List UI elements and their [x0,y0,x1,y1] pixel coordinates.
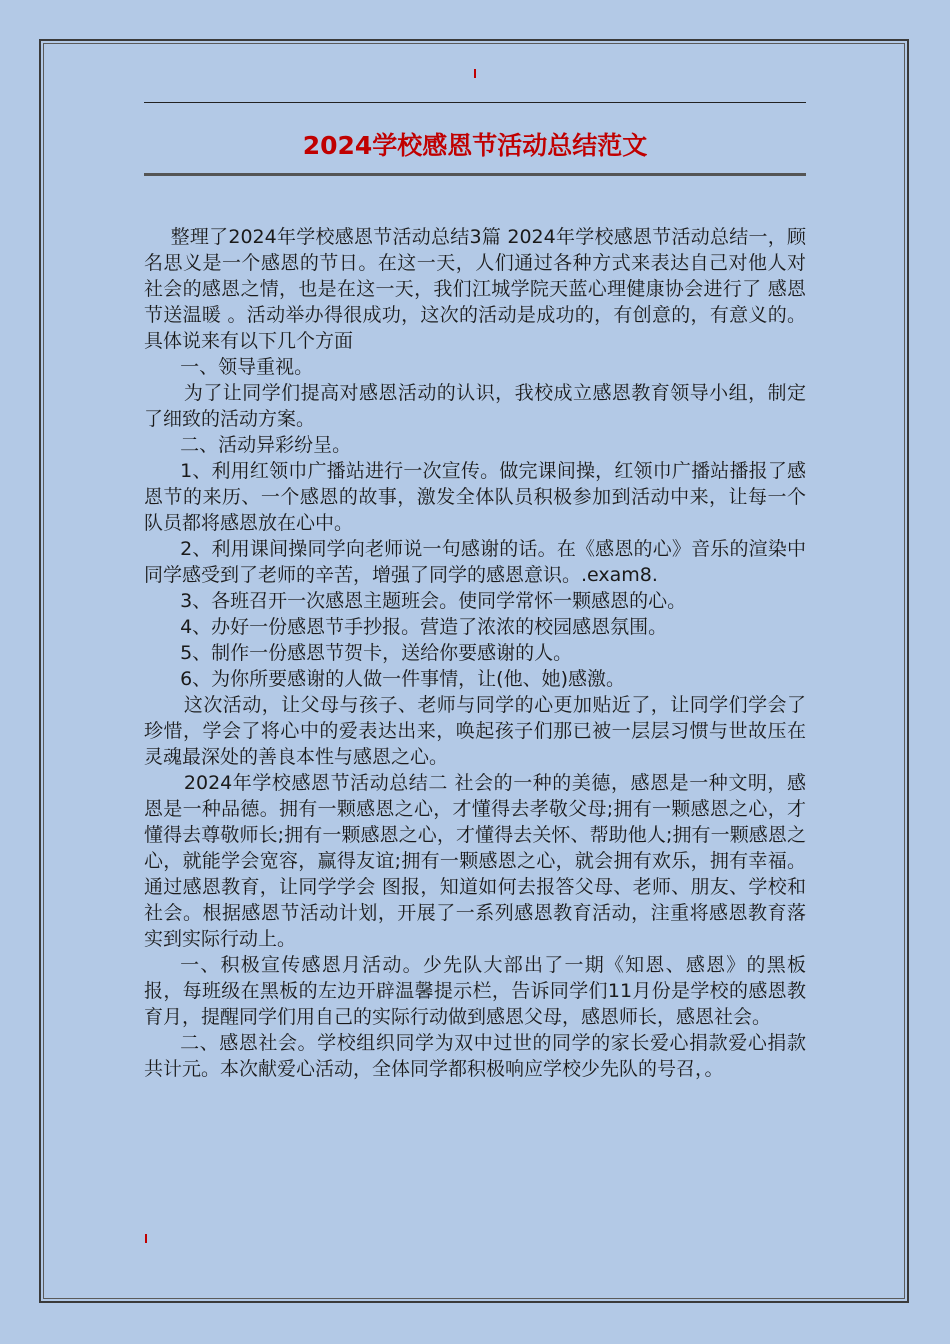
paragraph: 为了让同学们提高对感恩活动的认识，我校成立感恩教育领导小组，制定了细致的活动方案。 [144,382,806,430]
header-mark [474,69,476,78]
paragraph: 二、感恩社会。学校组织同学为双中过世的同学的家长爱心捐款爱心捐款共计元。本次献爱心活动，全体同学都积极响应学校少先队的号召，。 [144,1032,806,1080]
footer-mark [145,1234,147,1243]
list-item: 1、利用红领巾广播站进行一次宣传。做完课间操，红领巾广播站播报了感恩节的来历、一个感恩的故事，激发全体队员积极参加到活动中来，让每一个队员都将感恩放在心中。 [144,460,806,534]
paragraph: 2024年学校感恩节活动总结二 社会的一种的美德，感恩是一种文明，感恩是一种品德。拥有一颗感恩之心，才懂得去孝敬父母;拥有一颗感恩之心，才懂得去尊敬师长;拥有一颗感恩之心，才懂得去关怀、帮助他人;拥有一颗感恩之心，就能学会宽容，赢得友谊;拥有一颗感恩之心，就会拥有欢乐，拥有幸福。通过感恩教育，让同学学会 图报，知道如何去报答父母、老师、朋友、学校和社会。根据感恩节活动计划，开展了一系列感恩教育活动，注重将感恩教育落实到实际行动上。 [144,772,806,950]
list-item: 2、利用课间操同学向老师说一句感谢的话。在《感恩的心》音乐的渲染中同学感受到了老师的辛苦，增强了同学的感恩意识。.exam8. [144,538,806,586]
section-heading: 一、领导重视。 [180,356,314,378]
list-item: 5、制作一份感恩节贺卡，送给你要感谢的人。 [180,642,573,664]
list-item: 4、办好一份感恩节手抄报。营造了浓浓的校园感恩氛围。 [180,616,668,638]
paragraph-intro: 整理了2024年学校感恩节活动总结3篇 2024年学校感恩节活动总结一，顾名思义是一个感恩的节日。在这一天，人们通过各种方式来表达自己对他人对社会的感恩之情，也是在这一天，我们江城学院天蓝心理健康协会进行了 感恩节送温暖 。活动举办得很成功，这次的活动是成功的，有创意的，有意义的。具体说来有以下几个方面 [144,226,806,352]
header-rule [144,102,806,103]
paragraph: 一、积极宣传感恩月活动。少先队大部出了一期《知恩、感恩》的黑板报，每班级在黑板的左边开辟温馨提示栏，告诉同学们11月份是学校的感恩教育月，提醒同学们用自己的实际行动做到感恩父母，感恩师长，感恩社会。 [144,954,806,1028]
section-heading: 二、活动异彩纷呈。 [180,434,352,456]
document-title: 2024学校感恩节活动总结范文 [302,131,648,160]
list-item: 3、各班召开一次感恩主题班会。使同学常怀一颗感恩的心。 [180,590,687,612]
title-rule [144,173,806,176]
paragraph: 这次活动，让父母与孩子、老师与同学的心更加贴近了，让同学们学会了珍惜，学会了将心中的爱表达出来，唤起孩子们那已被一层层习惯与世故压在灵魂最深处的善良本性与感恩之心。 [144,694,806,768]
list-item: 6、为你所要感谢的人做一件事情，让(他、她)感激。 [180,668,626,690]
document-body [144,224,806,1082]
